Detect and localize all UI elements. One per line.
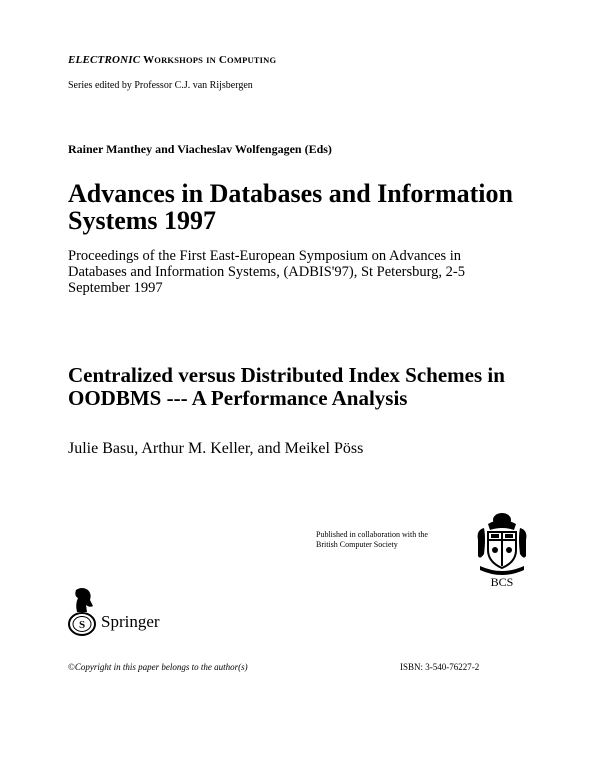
- copyright-notice: [68, 662, 248, 672]
- series-title-electronic: ELECTRONIC: [68, 54, 141, 66]
- springer-wordmark: Springer: [101, 612, 160, 631]
- paper-title: Centralized versus Distributed Index Schemes in OODBMS --- A Performance Analysis: [68, 363, 505, 410]
- series-editor: Series edited by Professor C.J. van Rijsbergen: [68, 80, 253, 91]
- paper-authors: Julie Basu, Arthur M. Keller, and Meikel Pöss: [68, 440, 364, 457]
- proceedings-description: Proceedings of the First East-European Symposium on Advances in Databases and Information Systems, (ADBIS'97), St Petersburg, 2-5 September 1997: [68, 248, 466, 296]
- series-title-workshops: ORKSHOPS: [154, 55, 204, 65]
- volume-editors: Rainer Manthey and Viacheslav Wolfengagen (Eds): [68, 142, 332, 156]
- series-title-in: IN: [206, 55, 216, 65]
- bcs-crest-icon: [474, 510, 530, 588]
- book-title: Advances in Databases and Information Systems 1997: [68, 179, 513, 235]
- collaboration-line-2: British Computer Society: [316, 540, 398, 549]
- collaboration-line-1: Published in collaboration with the: [316, 530, 428, 539]
- copyright-symbol: ©: [68, 662, 75, 672]
- copyright-text: Copyright in this paper belongs to the author(s): [74, 662, 248, 672]
- bcs-crest-label: BCS: [490, 575, 514, 588]
- collaboration-note: [316, 530, 428, 550]
- series-title-c-cap: C: [218, 54, 228, 66]
- series-title: [68, 54, 276, 66]
- isbn: ISBN: 3-540-76227-2: [400, 662, 480, 672]
- svg-text:S: S: [78, 619, 86, 631]
- series-title-computing: OMPUTING: [227, 55, 277, 65]
- series-title-w-cap: W: [143, 54, 155, 66]
- springer-chess-knight-icon: [66, 586, 98, 636]
